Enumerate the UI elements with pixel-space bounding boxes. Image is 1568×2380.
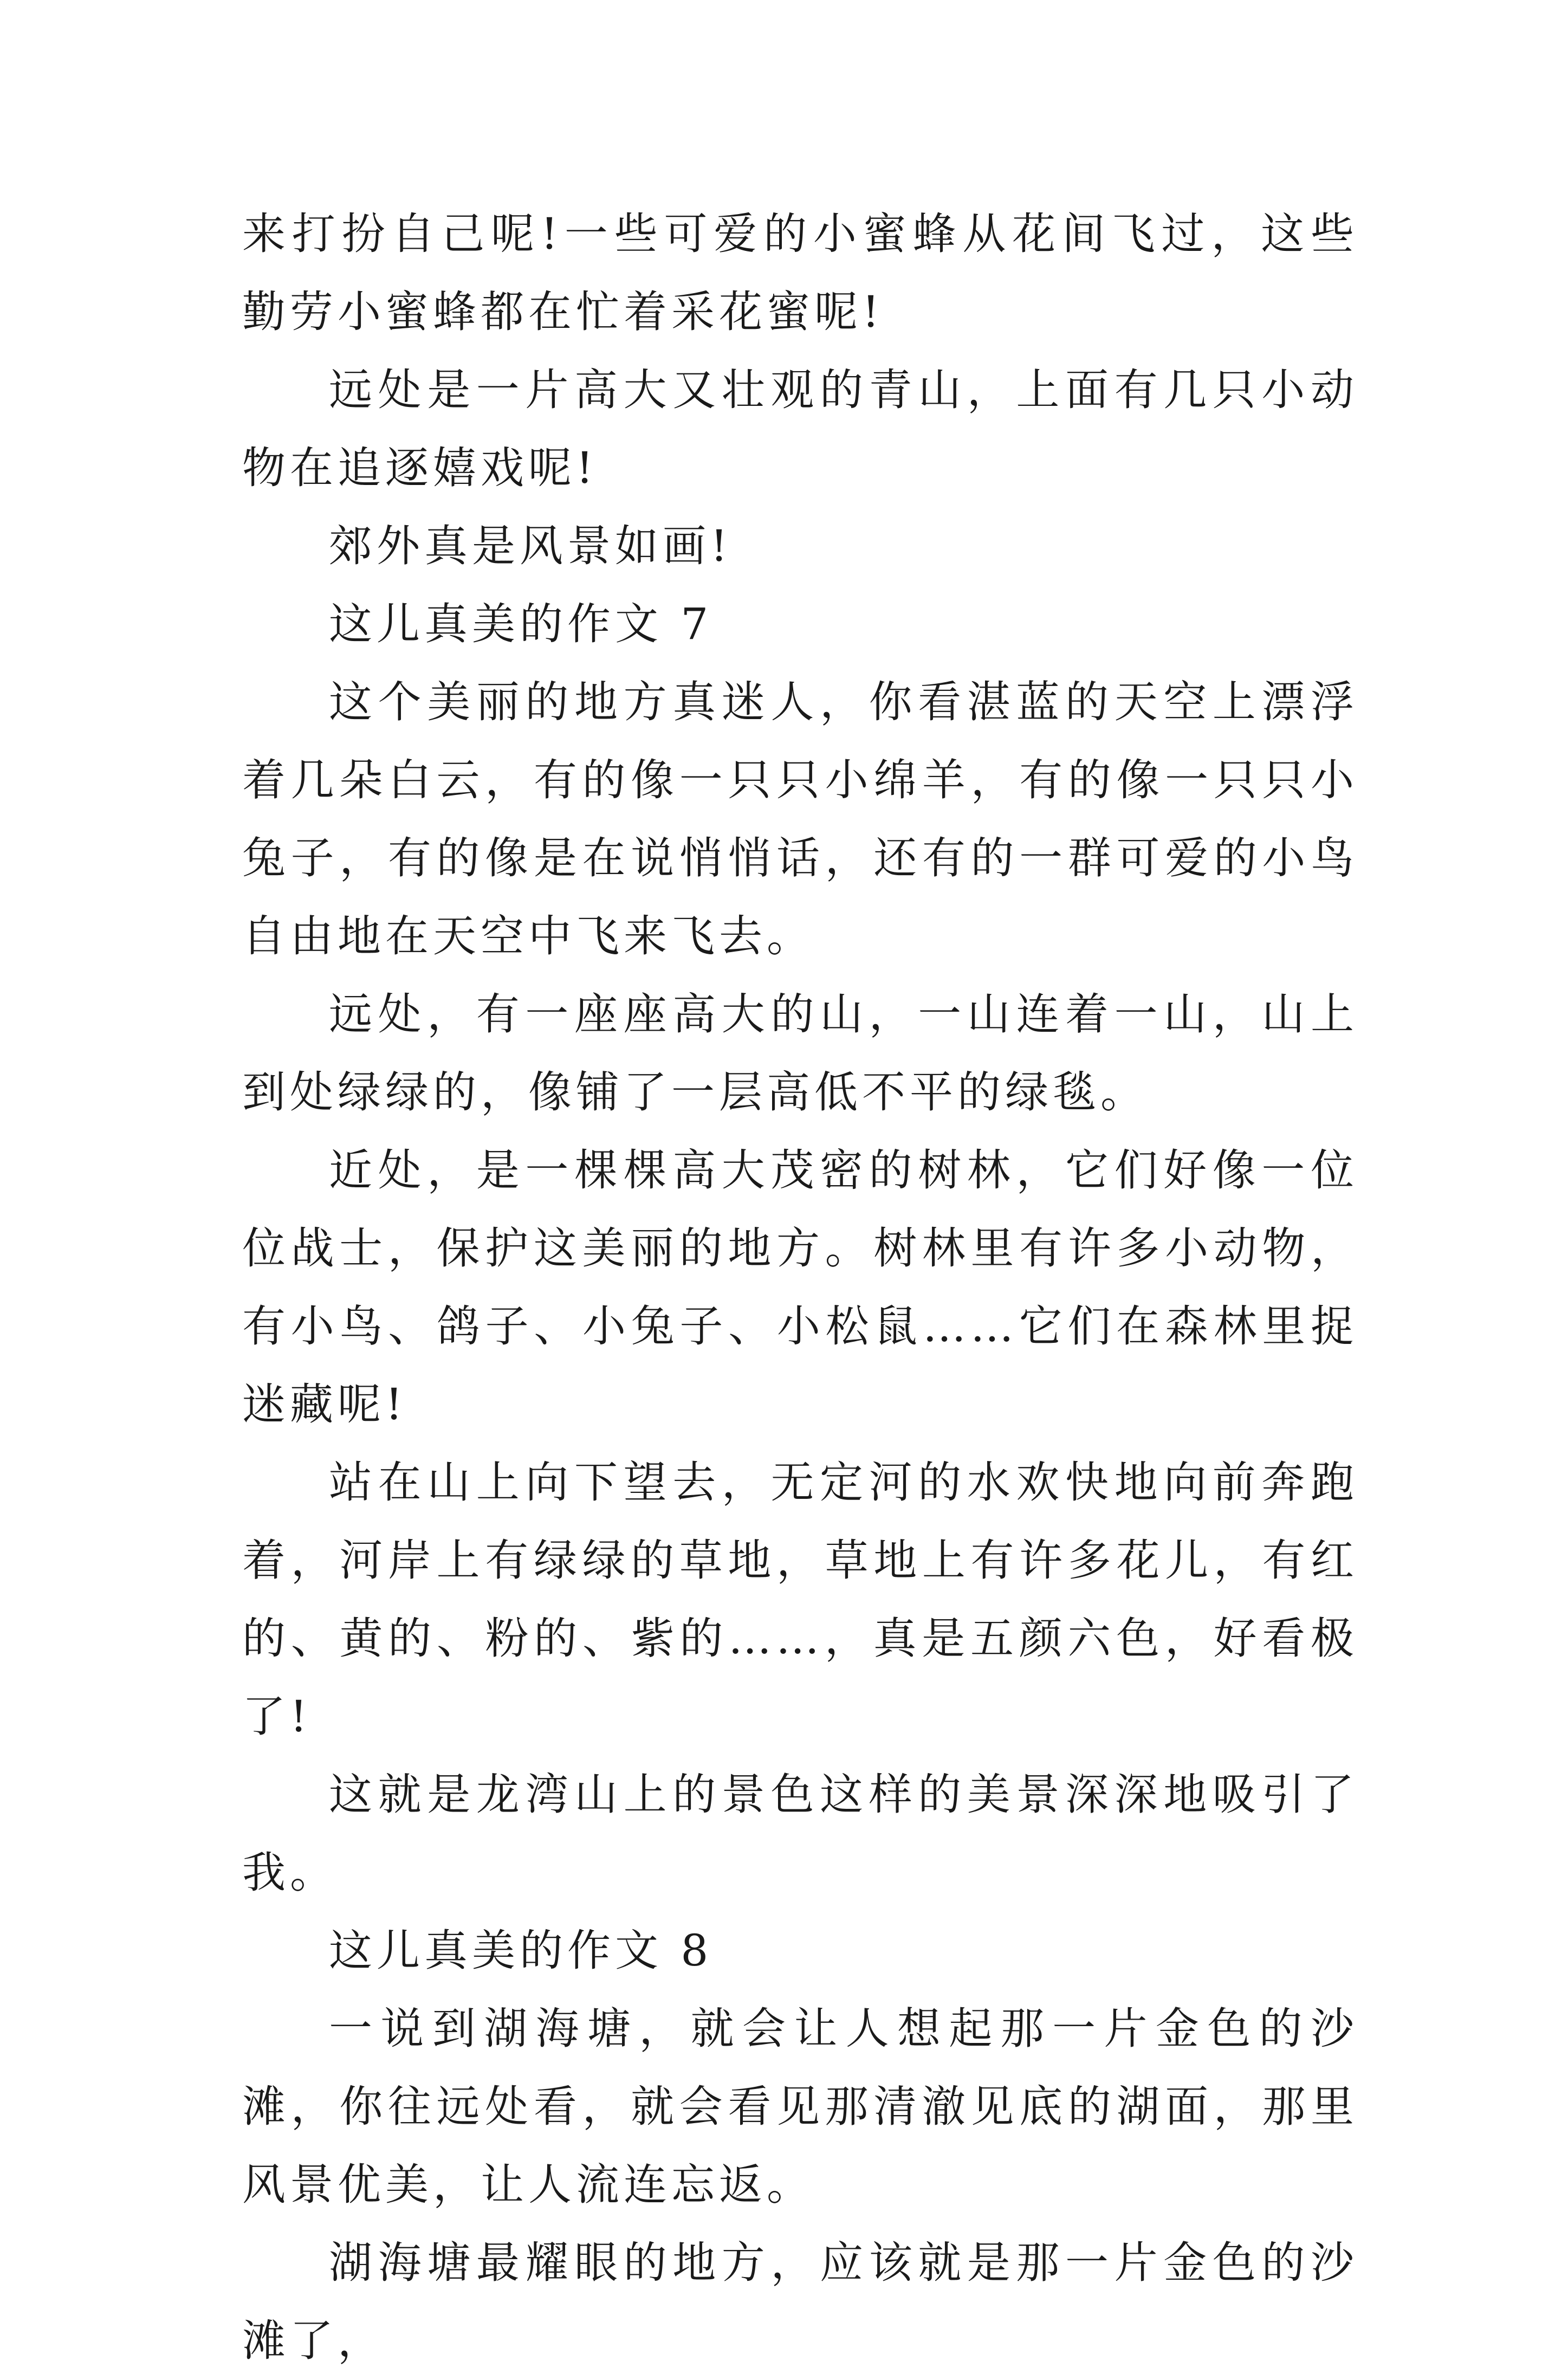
paragraph: 这就是龙湾山上的景色这样的美景深深地吸引了我。 [242,1769,1358,1898]
paragraph: 远处，有一座座高大的山，一山连着一山，山上到处绿绿的，像铺了一层高低不平的绿毯。 [242,989,1358,1117]
paragraph-continuation: 来打扮自己呢!一些可爱的小蜜蜂从花间飞过，这些勤劳小蜜蜂都在忙着采花蜜呢! [242,209,1358,337]
section-heading: 这儿真美的作文 7 [329,599,713,649]
paragraph: 一说到湖海塘，就会让人想起那一片金色的沙滩，你往远处看，就会看见那清澈见底的湖面，那里风景优美，让人流连忘返。 [242,2003,1358,2210]
section-heading: 这儿真美的作文 8 [329,1925,713,1976]
paragraph: 湖海塘最耀眼的地方，应该就是那一片金色的沙滩了， [242,2237,1358,2366]
paragraph: 站在山上向下望去，无定河的水欢快地向前奔跑着，河岸上有绿绿的草地，草地上有许多花儿，有红的、黄的、粉的、紫的……，真是五颜六色，好看极了! [242,1457,1358,1742]
paragraph: 郊外真是风景如画! [329,521,733,571]
paragraph: 远处是一片高大又壮观的青山，上面有几只小动物在追逐嬉戏呢! [242,365,1358,493]
document-body [242,195,1358,2380]
paragraph: 这个美丽的地方真迷人，你看湛蓝的天空上漂浮着几朵白云，有的像一只只小绵羊，有的像一只只小兔子，有的像是在说悄悄话，还有的一群可爱的小鸟自由地在天空中飞来飞去。 [242,677,1358,961]
paragraph: 近处，是一棵棵高大茂密的树林，它们好像一位位战士，保护这美丽的地方。树林里有许多小动物，有小鸟、鸽子、小兔子、小松鼠……它们在森林里捉迷藏呢! [242,1145,1358,1430]
